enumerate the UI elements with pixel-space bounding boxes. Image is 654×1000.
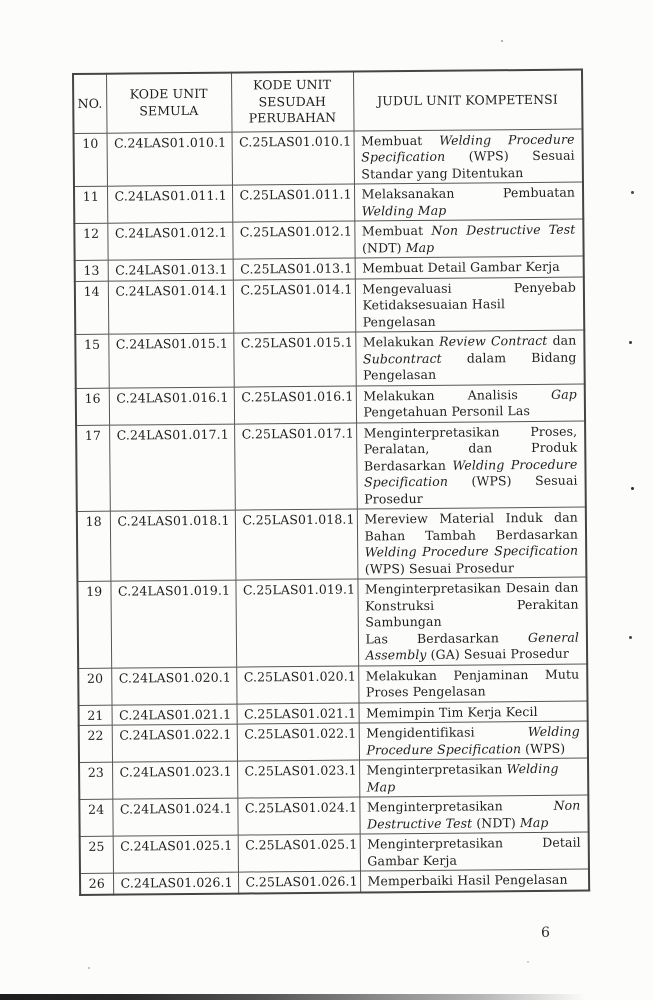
scan-speck	[629, 636, 632, 639]
judul-line: Berdasarkan Welding Procedure	[363, 456, 578, 473]
unit-rows	[74, 129, 590, 895]
cell-judul	[359, 758, 588, 797]
cell-kode-sesudah: C.25LAS01.017.1	[234, 423, 357, 511]
cell-kode-semula: C.24LAS01.014.1	[108, 280, 233, 335]
cell-judul	[359, 795, 588, 834]
cell-kode-semula: C.24LAS01.021.1	[112, 704, 237, 726]
cell-kode-semula: C.24LAS01.025.1	[113, 835, 238, 873]
judul-line: Memimpin Tim Kerja Kecil	[366, 703, 538, 720]
judul-line: Assembly (GA) Sesuai Prosedur	[365, 645, 570, 663]
col-header-judul: JUDUL UNIT KOMPETENSI	[353, 70, 583, 131]
cell-kode-semula: C.24LAS01.017.1	[109, 424, 235, 512]
table-row	[75, 330, 584, 388]
judul-line: Pengetahuan Personil Las	[363, 403, 531, 420]
cell-judul	[355, 330, 584, 385]
cell-no: 19	[77, 581, 111, 668]
cell-kode-semula: C.24LAS01.013.1	[108, 259, 233, 281]
col-header-kode-sesudah: KODE UNIT SESUDAH PERUBAHAN	[231, 72, 354, 132]
table-row	[77, 507, 587, 581]
cell-no: 18	[77, 511, 111, 581]
table-row	[74, 182, 583, 223]
cell-judul	[357, 577, 587, 665]
table-row	[74, 219, 583, 260]
judul-line: Menginterpretasikan Proses,	[363, 423, 578, 440]
cell-kode-semula: C.24LAS01.018.1	[110, 510, 236, 581]
cell-kode-semula: C.24LAS01.010.1	[107, 132, 232, 187]
judul-line: Las Berdasarkan General	[365, 629, 580, 646]
cell-kode-semula: C.24LAS01.022.1	[112, 724, 237, 762]
judul-line: Specification (WPS) Sesuai	[364, 472, 578, 490]
judul-line: Menginterpretasikan Non	[366, 797, 581, 815]
cell-no: 20	[78, 668, 111, 705]
judul-line: Gambar Kerja	[367, 852, 458, 868]
cell-no: 12	[74, 223, 107, 260]
scan-speck	[631, 191, 634, 194]
cell-kode-sesudah: C.25LAS01.015.1	[233, 332, 355, 387]
cell-judul	[356, 384, 585, 423]
cell-no: 16	[76, 388, 109, 425]
judul-line: Destructive Test (NDT) Map	[366, 814, 549, 831]
judul-line: Melakukan Analisis Gap	[363, 386, 577, 403]
cell-judul	[358, 664, 587, 703]
scan-speck	[629, 341, 632, 344]
cell-kode-semula: C.24LAS01.026.1	[113, 872, 238, 894]
judul-line: Melakukan Review Contract dan	[362, 332, 577, 350]
cell-kode-sesudah: C.25LAS01.011.1	[232, 184, 354, 222]
judul-line: Welding Procedure Specification	[364, 542, 579, 560]
cell-kode-sesudah: C.25LAS01.025.1	[238, 834, 360, 872]
cell-judul	[354, 129, 583, 184]
cell-judul	[355, 277, 584, 332]
cell-judul	[354, 219, 583, 258]
judul-line: Procedure Specification (WPS)	[366, 740, 566, 757]
competency-table-wrap	[72, 69, 588, 896]
judul-line: Specification (WPS) Sesuai	[361, 147, 575, 165]
table-row	[74, 129, 583, 187]
cell-kode-sesudah: C.25LAS01.021.1	[237, 703, 359, 725]
judul-line: Menginterpretasikan Welding Map	[366, 760, 559, 794]
scan-speck	[631, 487, 634, 490]
judul-line: (WPS) Sesuai Prosedur	[364, 559, 515, 576]
cell-kode-sesudah: C.25LAS01.022.1	[237, 723, 359, 761]
cell-judul	[354, 182, 583, 221]
cell-kode-sesudah: C.25LAS01.023.1	[237, 760, 359, 798]
judul-line: Peralatan, dan Produk	[363, 439, 578, 457]
cell-no: 25	[80, 836, 113, 873]
judul-line: Membuat Welding Procedure	[361, 131, 575, 148]
cell-no: 13	[75, 260, 108, 281]
judul-line: Memperbaiki Hasil Pengelasan	[367, 871, 568, 889]
cell-no: 24	[79, 799, 112, 836]
cell-judul	[355, 256, 584, 278]
col-header-kode-semula: KODE UNIT SEMULA	[106, 73, 232, 133]
cell-judul	[360, 869, 589, 892]
cell-kode-semula: C.24LAS01.019.1	[110, 580, 236, 668]
judul-line: Mengevaluasi Penyebab	[362, 279, 576, 296]
cell-no: 22	[79, 725, 112, 762]
page-number: 6	[541, 925, 550, 941]
cell-no: 26	[80, 873, 113, 894]
cell-kode-sesudah: C.25LAS01.018.1	[235, 509, 358, 580]
cell-judul	[356, 421, 586, 509]
judul-line: Prosedur	[364, 490, 423, 506]
col-header-no: NO.	[73, 74, 107, 133]
cell-kode-semula: C.24LAS01.024.1	[112, 798, 237, 836]
judul-line: Melakukan Penjaminan Mutu	[365, 666, 580, 683]
table-row	[79, 721, 588, 762]
cell-no: 15	[75, 334, 108, 388]
scan-speck	[527, 961, 529, 963]
scan-edge-artifact	[0, 994, 586, 1000]
table-row	[76, 421, 586, 512]
cell-kode-semula: C.24LAS01.015.1	[108, 333, 233, 388]
table-row	[80, 832, 589, 873]
cell-kode-sesudah: C.25LAS01.012.1	[232, 221, 354, 259]
cell-kode-sesudah: C.25LAS01.010.1	[232, 131, 354, 186]
competency-table	[72, 69, 590, 896]
judul-line: Menginterpretasikan Detail	[367, 834, 581, 852]
cell-no: 23	[79, 762, 112, 799]
judul-line: Bahan Tambah Berdasarkan	[364, 526, 579, 543]
table-row	[78, 664, 587, 705]
scan-speck	[501, 40, 503, 42]
cell-kode-sesudah: C.25LAS01.019.1	[235, 579, 358, 667]
cell-kode-sesudah: C.25LAS01.016.1	[234, 386, 356, 424]
cell-kode-semula: C.24LAS01.023.1	[112, 761, 237, 799]
judul-line: Subcontract dalam Bidang	[362, 349, 577, 366]
cell-kode-sesudah: C.25LAS01.020.1	[236, 666, 358, 704]
cell-judul	[359, 701, 588, 723]
cell-judul	[359, 721, 588, 760]
judul-line: Standar yang Ditentukan	[361, 164, 524, 181]
table-row	[80, 869, 589, 894]
judul-line: Ketidaksesuaian Hasil Pengelasan	[362, 296, 506, 329]
cell-kode-semula: C.24LAS01.012.1	[107, 222, 232, 260]
cell-kode-sesudah: C.25LAS01.013.1	[233, 258, 355, 280]
cell-kode-semula: C.24LAS01.011.1	[107, 185, 232, 223]
judul-line: Menginterpretasikan Desain dan	[364, 579, 579, 597]
judul-line: Konstruksi Perakitan Sambungan	[365, 596, 579, 630]
table-header-row	[73, 70, 582, 133]
cell-kode-semula: C.24LAS01.020.1	[111, 667, 236, 705]
cell-no: 14	[75, 281, 108, 335]
table-row	[79, 758, 588, 799]
table-row	[76, 384, 585, 425]
cell-no: 10	[74, 133, 107, 187]
judul-line: (NDT) Map	[361, 239, 435, 255]
judul-line: Melaksanakan Pembuatan	[361, 184, 576, 202]
judul-line: Membuat Detail Gambar Kerja	[362, 258, 560, 276]
judul-line: Mereview Material Induk dan	[364, 509, 578, 527]
cell-kode-sesudah: C.25LAS01.026.1	[238, 871, 360, 893]
cell-judul	[360, 832, 589, 871]
judul-line: Membuat Non Destructive Test	[361, 221, 576, 239]
cell-no: 21	[79, 705, 112, 726]
cell-judul	[357, 507, 587, 579]
judul-line: Welding Map	[361, 202, 447, 218]
cell-kode-sesudah: C.25LAS01.024.1	[237, 797, 359, 835]
cell-no: 17	[76, 425, 110, 512]
cell-no: 11	[74, 186, 107, 223]
table-row	[75, 277, 584, 335]
judul-line: Mengidentifikasi Welding	[366, 723, 580, 741]
scan-speck	[88, 967, 90, 969]
table-row	[77, 577, 587, 668]
table-row	[79, 795, 588, 836]
judul-line: Pengelasan	[363, 366, 437, 383]
judul-line: Proses Pengelasan	[365, 683, 486, 700]
cell-kode-sesudah: C.25LAS01.014.1	[233, 279, 355, 334]
cell-kode-semula: C.24LAS01.016.1	[109, 387, 234, 425]
